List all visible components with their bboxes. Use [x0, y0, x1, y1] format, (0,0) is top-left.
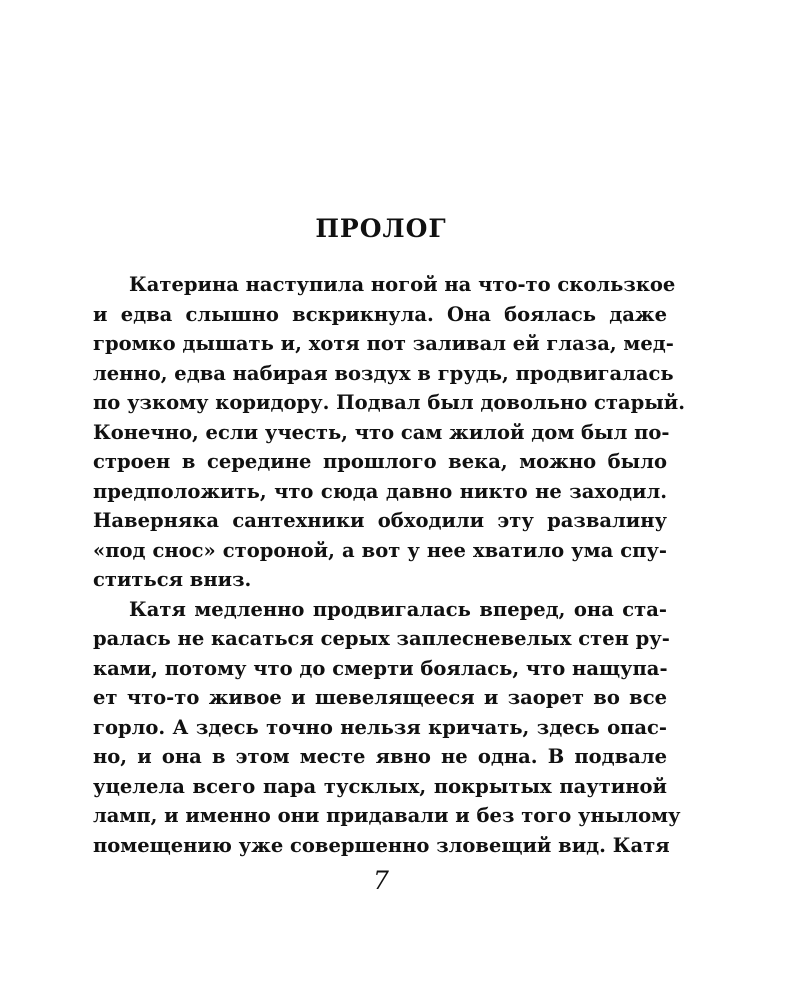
text-line: но, и она в этом месте явно не одна. В подвале: [93, 745, 667, 768]
text-line: «под снос» стороной, а вот у нее хватило ума спу-: [93, 538, 667, 562]
text-line: Конечно, если учесть, что сам жилой дом был по-: [93, 420, 670, 444]
text-line: предположить, что сюда давно никто не заходил.: [93, 479, 667, 503]
page-number: 7: [373, 866, 389, 895]
text-line: ленно, едва набирая воздух в грудь, продвигалась: [93, 361, 674, 385]
text-line: ет что-то живое и шевелящееся и заорет во все: [93, 686, 667, 709]
text-line: по узкому коридору. Подвал был довольно старый.: [93, 391, 686, 414]
text-line: ститься вниз.: [93, 568, 252, 591]
text-line: горло. А здесь точно нельзя кричать, здесь опас-: [93, 715, 667, 739]
text-line: Наверняка сантехники обходили эту развалину: [93, 509, 667, 532]
text-line: ками, потому что до смерти боялась, что нащупа-: [93, 656, 668, 680]
text-line: строен в середине прошлого века, можно было: [93, 450, 667, 473]
text-line: уцелела всего пара тусклых, покрытых паутиной: [93, 774, 667, 798]
text-line: громко дышать и, хотя пот заливал ей глаза, мед-: [93, 332, 674, 355]
text-line: помещению уже совершенно зловещий вид. Катя: [93, 833, 670, 857]
text-line: ралась не касаться серых заплесневелых стен ру-: [93, 627, 670, 650]
text-line: и едва слышно вскрикнула. Она боялась даже: [93, 302, 667, 326]
text-line: Катерина наступила ногой на что-то скользкое: [129, 273, 676, 296]
text-line: Катя медленно продвигалась вперед, она ста-: [129, 597, 667, 621]
chapter-title: ПРОЛОГ: [315, 214, 447, 243]
body-text: [93, 270, 686, 860]
text-line: ламп, и именно они придавали и без того унылому: [93, 804, 681, 827]
